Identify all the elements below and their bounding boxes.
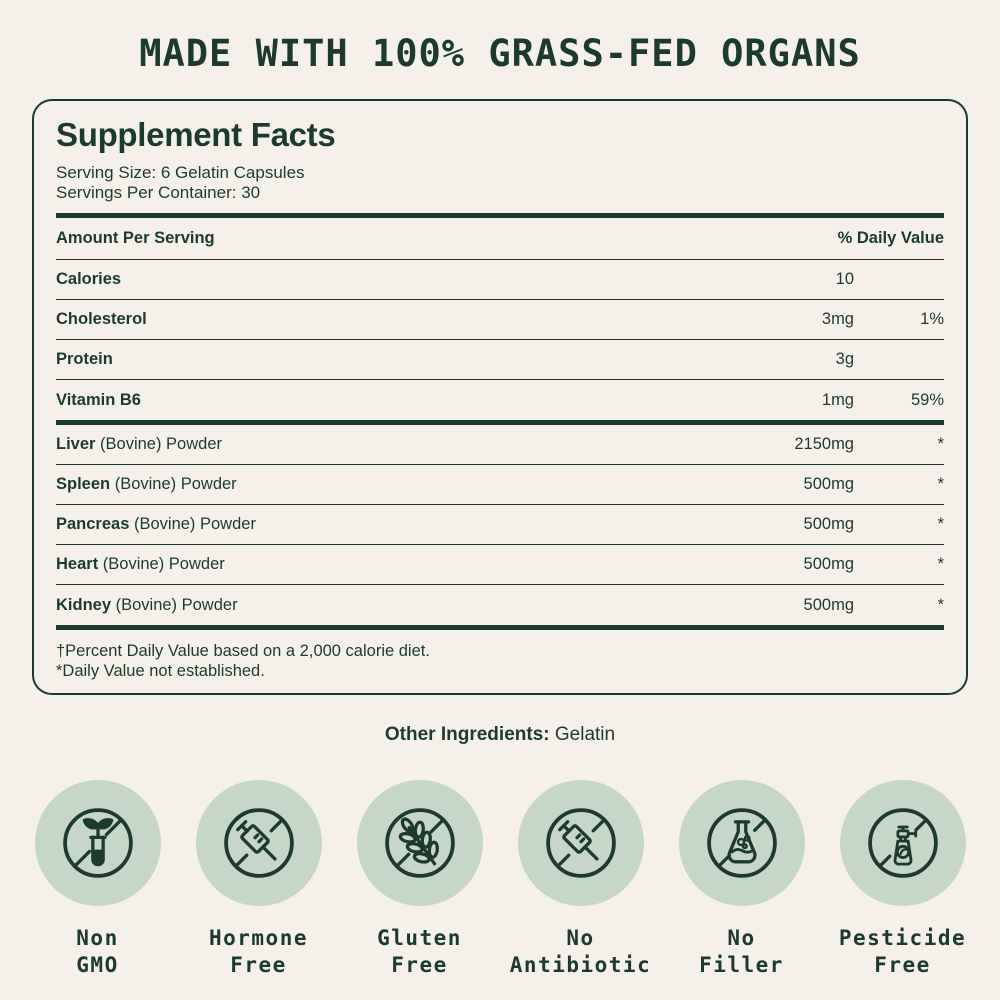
table-row (56, 505, 944, 545)
footnote-daily-value: †Percent Daily Value based on a 2,000 calorie diet. (56, 642, 430, 660)
table-row (56, 380, 944, 420)
table-row (56, 300, 944, 340)
organ-suffix: (Bovine) Powder (98, 555, 225, 573)
organ-name: Pancreas (56, 515, 130, 533)
badge-non-gmo (17, 780, 178, 979)
badge-circle (357, 780, 483, 906)
organ-name: Liver (56, 435, 96, 453)
badge-circle (196, 780, 322, 906)
badge-label (839, 925, 966, 979)
organ-amount: 500mg (803, 515, 854, 533)
badge-label-line1: No (727, 926, 756, 950)
gluten-free-icon (373, 796, 467, 890)
organ-dv: * (937, 475, 944, 493)
organ-dv: * (937, 435, 944, 453)
badge-circle (35, 780, 161, 906)
table-row (56, 260, 944, 300)
badge-circle (518, 780, 644, 906)
nutrient-name: Vitamin B6 (56, 390, 141, 409)
table-row (56, 545, 944, 585)
organ-suffix: (Bovine) Powder (110, 475, 237, 493)
table-row (56, 425, 944, 465)
supplement-facts-panel (32, 99, 968, 695)
badge-label-line1: Non (76, 926, 119, 950)
organ-amount: 500mg (803, 475, 854, 493)
nutrient-amount: 10 (835, 270, 854, 288)
badge-label (699, 925, 784, 979)
col-amount-per-serving: Amount Per Serving (56, 229, 215, 247)
nutrient-name: Cholesterol (56, 310, 147, 328)
badge-label-line2: Free (230, 953, 287, 977)
page-title: MADE WITH 100% GRASS-FED ORGANS (139, 32, 861, 75)
badge-circle (679, 780, 805, 906)
badge-label-line2: Antibiotic (509, 953, 652, 977)
badge-label (377, 925, 462, 979)
badge-label (510, 925, 651, 979)
organ-name: Heart (56, 555, 99, 573)
badge-no-filler (661, 780, 822, 979)
badge-label-line2: Free (874, 953, 931, 977)
organ-dv: * (937, 595, 944, 614)
nutrient-amount: 1mg (821, 390, 854, 409)
non-gmo-icon (51, 796, 145, 890)
no-antibiotic-icon (534, 796, 628, 890)
organ-amount: 500mg (803, 555, 854, 573)
nutrient-name: Protein (56, 350, 113, 368)
nutrient-name: Calories (56, 270, 122, 288)
organ-dv: * (937, 555, 944, 573)
organ-suffix: (Bovine) Powder (111, 595, 238, 614)
divider-thick (56, 625, 944, 630)
nutrient-dv: 1% (920, 310, 944, 328)
badge-hormone-free (178, 780, 339, 979)
footnote-not-established: *Daily Value not established. (56, 661, 265, 680)
badge-label-line1: Hormone (208, 926, 308, 950)
servings-per-container: Servings Per Container: 30 (56, 183, 261, 202)
nutrient-amount: 3g (835, 350, 854, 368)
badge-label-line1: Gluten (377, 926, 462, 950)
badge-label (209, 925, 308, 979)
organ-name: Spleen (56, 475, 111, 493)
col-daily-value: % Daily Value (837, 229, 944, 247)
organ-amount: 500mg (803, 595, 854, 614)
badge-no-antibiotic (500, 780, 661, 979)
organ-name: Kidney (56, 595, 112, 614)
no-filler-icon (695, 796, 789, 890)
badge-label-line2: GMO (76, 953, 119, 977)
supplement-facts-title: Supplement Facts (56, 116, 336, 153)
organ-dv: * (937, 515, 944, 533)
table-row (56, 340, 944, 380)
table-row (56, 585, 944, 625)
organ-suffix: (Bovine) Powder (129, 515, 256, 533)
other-ingredients-label: Other Ingredients: (384, 724, 550, 745)
serving-size: Serving Size: 6 Gelatin Capsules (56, 163, 305, 182)
other-ingredients (0, 724, 1000, 746)
feature-badges (0, 780, 1000, 979)
badge-gluten-free (339, 780, 500, 979)
badge-circle (840, 780, 966, 906)
badge-label-line1: Pesticide (838, 926, 967, 950)
organ-amount: 2150mg (794, 435, 854, 453)
hormone-free-icon (212, 796, 306, 890)
nutrient-amount: 3mg (821, 310, 854, 328)
badge-label-line1: No (566, 926, 595, 950)
table-header-row (56, 218, 944, 260)
badge-pesticide-free (822, 780, 983, 979)
nutrient-dv: 59% (910, 390, 944, 409)
other-ingredients-value: Gelatin (554, 724, 616, 745)
pesticide-free-icon (856, 796, 950, 890)
organ-suffix: (Bovine) Powder (95, 435, 222, 453)
badge-label-line2: Filler (699, 953, 784, 977)
badge-label (76, 925, 118, 979)
table-row (56, 465, 944, 505)
badge-label-line2: Free (391, 953, 448, 977)
